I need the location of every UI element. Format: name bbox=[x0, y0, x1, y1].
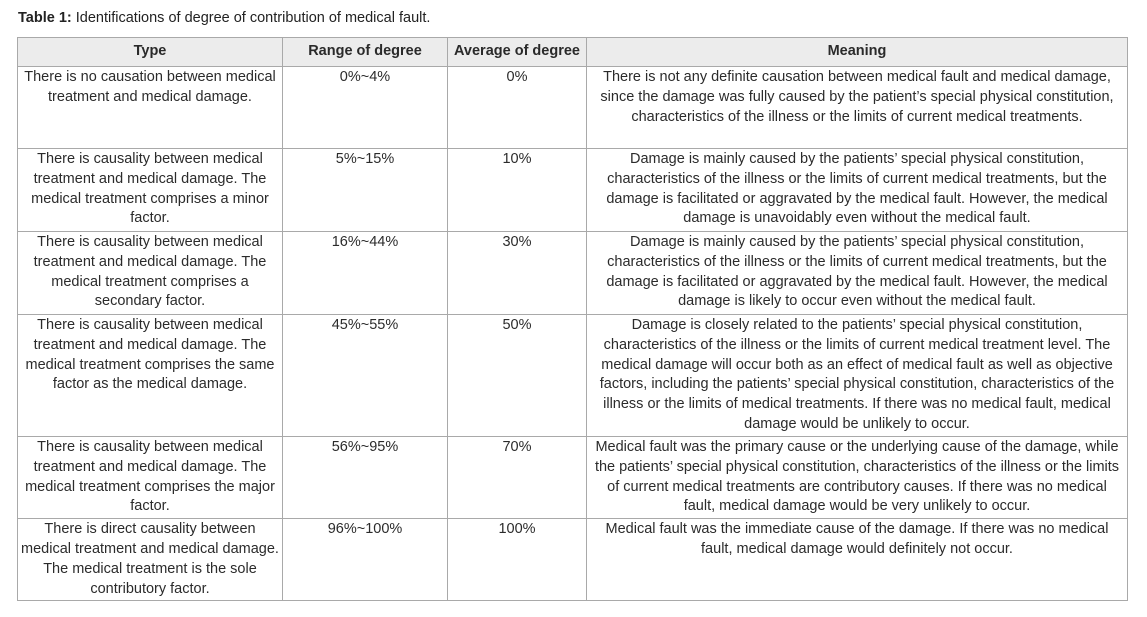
cell-average: 50% bbox=[448, 315, 587, 437]
table-row bbox=[18, 149, 1128, 232]
cell-meaning: Damage is mainly caused by the patients’ special physical constitution, characteristics of the illness or the limits of current medical treatments, but the damage is facilitated or aggravated by the medical fault. However, the medical damage is likely to occur even without the medical fault. bbox=[587, 232, 1128, 315]
cell-type: There is causality between medical treatment and medical damage. The medical treatment comprises the major factor. bbox=[18, 437, 283, 519]
cell-range: 56%~95% bbox=[283, 437, 448, 519]
contribution-table bbox=[17, 37, 1128, 601]
cell-type: There is causality between medical treatment and medical damage. The medical treatment comprises the same factor as the medical damage. bbox=[18, 315, 283, 437]
table-row bbox=[18, 67, 1128, 149]
cell-type: There is causality between medical treatment and medical damage. The medical treatment comprises a secondary factor. bbox=[18, 232, 283, 315]
caption-text: Identifications of degree of contribution of medical fault. bbox=[75, 10, 431, 26]
cell-range: 16%~44% bbox=[283, 232, 448, 315]
cell-meaning: Medical fault was the immediate cause of the damage. If there was no medical fault, medical damage would definitely not occur. bbox=[587, 519, 1128, 601]
cell-range: 5%~15% bbox=[283, 149, 448, 232]
cell-average: 10% bbox=[448, 149, 587, 232]
header-meaning: Meaning bbox=[587, 38, 1128, 67]
header-range-of-degree: Range of degree bbox=[283, 38, 448, 67]
cell-average: 70% bbox=[448, 437, 587, 519]
table-row bbox=[18, 519, 1128, 601]
cell-average: 0% bbox=[448, 67, 587, 149]
cell-average: 100% bbox=[448, 519, 587, 601]
table-row bbox=[18, 437, 1128, 519]
cell-range: 96%~100% bbox=[283, 519, 448, 601]
caption-label: Table 1: bbox=[18, 10, 72, 26]
header-average-of-degree: Average of degree bbox=[448, 38, 587, 67]
cell-meaning: Damage is mainly caused by the patients’ special physical constitution, characteristics of the illness or the limits of current medical treatments, but the damage is facilitated or aggravated by the medical fault. However, the medical damage is unavoidably even without the medical fault. bbox=[587, 149, 1128, 232]
cell-meaning: There is not any definite causation between medical fault and medical damage, since the damage was fully caused by the patient’s special physical constitution, characteristics of the illness or the limits of current medical treatments. bbox=[587, 67, 1128, 149]
table-row bbox=[18, 315, 1128, 437]
cell-range: 0%~4% bbox=[283, 67, 448, 149]
table-header-row bbox=[18, 38, 1128, 67]
cell-average: 30% bbox=[448, 232, 587, 315]
cell-type: There is direct causality between medical treatment and medical damage. The medical treatment is the sole contributory factor. bbox=[18, 519, 283, 601]
table-caption bbox=[18, 10, 430, 26]
cell-type: There is causality between medical treatment and medical damage. The medical treatment comprises a minor factor. bbox=[18, 149, 283, 232]
table-row bbox=[18, 232, 1128, 315]
cell-meaning: Damage is closely related to the patients’ special physical constitution, characteristics of the illness or the limits of current medical treatment level. The medical damage will occur both as an effect of medical fault as well as objective factors, including the patients’ special physical constitution, characteristics of the illness or the limits of medical treatments. If there was no medical fault, medical damage would be unlikely to occur. bbox=[587, 315, 1128, 437]
header-type: Type bbox=[18, 38, 283, 67]
cell-type: There is no causation between medical treatment and medical damage. bbox=[18, 67, 283, 149]
cell-range: 45%~55% bbox=[283, 315, 448, 437]
cell-meaning: Medical fault was the primary cause or the underlying cause of the damage, while the patients’ special physical constitution, characteristics of the illness or the limits of current medical treatments are contributory causes. If there was no medical fault, medical damage would be very unlikely to occur. bbox=[587, 437, 1128, 519]
